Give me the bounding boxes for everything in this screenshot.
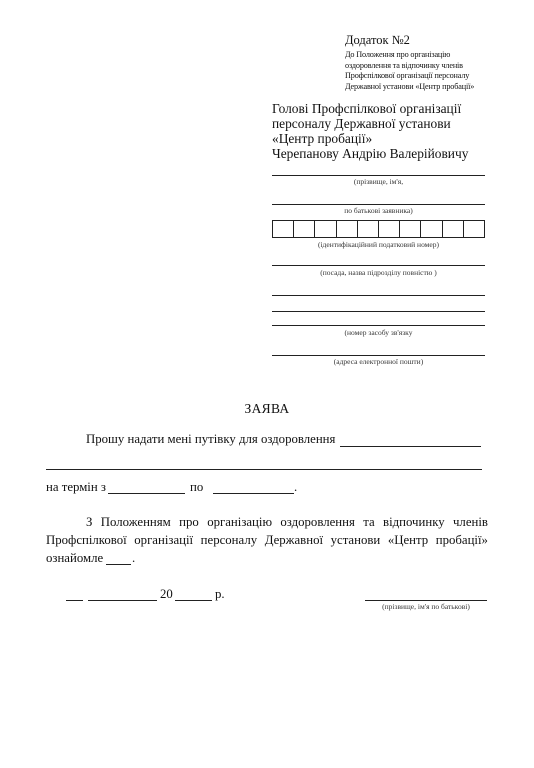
annex-line: До Положення про організацію — [345, 50, 451, 59]
tax-id-cell[interactable] — [337, 220, 358, 238]
tax-id-cell[interactable] — [464, 220, 485, 238]
acknowledgement-word: З — [86, 515, 93, 529]
email-field-line[interactable] — [272, 355, 485, 356]
acknowledgement-word: про — [179, 515, 199, 529]
addressee-line: Черепанову Андрію Валерійовичу — [272, 146, 469, 161]
position-caption: (посада, назва підрозділу повністю ) — [320, 268, 437, 277]
acknowledgement-word: відпочинку — [383, 515, 445, 529]
acknowledgement-word: Положенням — [100, 515, 171, 529]
addressee-line: персоналу Державної установи — [272, 116, 451, 131]
signature-field-line[interactable] — [365, 600, 487, 601]
tax-id-caption: (ідентифікаційний податковий номер) — [317, 240, 440, 249]
phone-field-line[interactable] — [272, 325, 485, 326]
tax-id-cell[interactable] — [443, 220, 464, 238]
acknowledgement-word: оздоровлення — [280, 515, 355, 529]
recreation-type-field[interactable] — [340, 446, 481, 447]
addressee-line: «Центр пробації» — [272, 131, 373, 146]
tax-id-cell[interactable] — [273, 220, 294, 238]
acknowledgement-word: та — [363, 515, 375, 529]
tax-id-cell[interactable] — [400, 220, 421, 238]
term-from-field[interactable] — [108, 493, 185, 494]
tax-id-cell[interactable] — [421, 220, 442, 238]
surname-field-line[interactable] — [272, 175, 485, 176]
tax-id-cell[interactable] — [315, 220, 336, 238]
term-end-dot: . — [294, 480, 298, 494]
term-to-label: по — [190, 480, 204, 494]
position-field-line-3[interactable] — [272, 311, 485, 312]
tax-id-cell[interactable] — [294, 220, 315, 238]
term-to-field[interactable] — [213, 493, 294, 494]
position-field-line[interactable] — [272, 265, 485, 266]
tax-id-cell[interactable] — [358, 220, 379, 238]
acknowledged-suffix-field[interactable] — [106, 564, 131, 565]
annex-line: оздоровлення та відпочинку членів — [345, 60, 463, 70]
date-suffix: р. — [215, 587, 225, 601]
date-year-prefix: 20 — [160, 587, 173, 601]
acknowledgement-word: установи — [330, 533, 381, 547]
signature-caption: (прізвище, ім'я по батькові) — [382, 602, 470, 611]
patronymic-field-line[interactable] — [272, 204, 485, 205]
acknowledgement-line-3: ознайомле — [46, 551, 104, 565]
annex-title: Додаток №2 — [345, 33, 410, 47]
addressee-line: Голові Профспілкової організації — [272, 101, 462, 116]
annex-line: Профспілкової організації персоналу — [345, 71, 470, 80]
acknowledgement-word: «Центр — [387, 533, 429, 547]
patronymic-caption: по батькові заявника) — [344, 206, 413, 215]
annex-line: Державної установи «Центр пробації» — [345, 81, 475, 91]
phone-caption: (номер засобу зв'язку — [344, 328, 413, 337]
acknowledgement-word: організації — [134, 533, 194, 547]
date-month-field[interactable] — [88, 600, 157, 601]
acknowledgement-line-2 — [46, 533, 488, 548]
term-from-label: на термін з — [46, 480, 106, 494]
position-field-line-2[interactable] — [272, 295, 485, 296]
tax-id-grid[interactable] — [272, 220, 485, 238]
acknowledgement-word: організацію — [207, 515, 273, 529]
acknowledgement-word: Державної — [264, 533, 324, 547]
tax-id-cell[interactable] — [379, 220, 400, 238]
acknowledgement-word: Профспілкової — [46, 533, 127, 547]
email-caption: (адреса електронної пошти) — [333, 357, 424, 366]
acknowledgement-end-dot: . — [132, 551, 136, 565]
surname-caption: (прізвище, ім'я, — [353, 177, 404, 186]
acknowledgement-word: членів — [453, 515, 488, 529]
request-text: Прошу надати мені путівку для оздоровлення — [86, 432, 336, 446]
date-day-field[interactable] — [66, 600, 83, 601]
document-title: ЗАЯВА — [244, 401, 290, 416]
acknowledgement-line-1 — [86, 515, 488, 530]
date-year-field[interactable] — [175, 600, 212, 601]
recreation-details-field[interactable] — [46, 469, 482, 470]
acknowledgement-word: персоналу — [200, 533, 258, 547]
acknowledgement-word: пробації» — [435, 533, 488, 547]
